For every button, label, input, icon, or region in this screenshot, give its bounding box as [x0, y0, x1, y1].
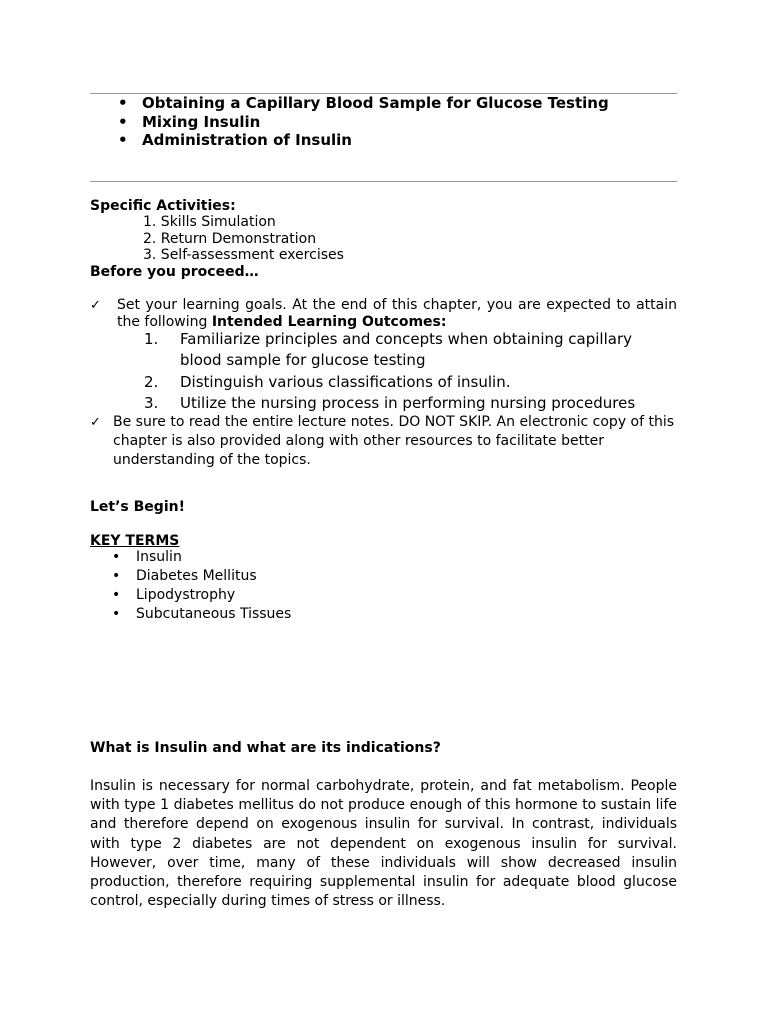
- outcome-item: 2. Distinguish various classifications of insulin.: [144, 373, 511, 391]
- learning-goals-item: [90, 297, 677, 331]
- bullet-icon: •: [118, 131, 128, 149]
- bullet-icon: •: [112, 549, 121, 565]
- checkmark-icon: ✓: [90, 415, 101, 430]
- topic-list: [118, 94, 609, 150]
- key-term-item: • Lipodystrophy: [112, 587, 236, 603]
- specific-activities-heading: Specific Activities:: [90, 198, 236, 214]
- activity-item: 2. Return Demonstration: [143, 230, 317, 247]
- key-terms-heading: KEY TERMS: [90, 533, 180, 549]
- learning-outcomes-list: [144, 329, 654, 414]
- bullet-icon: •: [112, 568, 121, 584]
- bullet-icon: •: [118, 112, 128, 131]
- learning-goals-text: Set your learning goals. At the end of this chapter, you are expected to attain the following Intended Learning Outcomes:: [117, 297, 677, 330]
- lets-begin-heading: Let’s Begin!: [90, 499, 185, 515]
- activity-item: 3. Self-assessment exercises: [143, 247, 344, 263]
- topic-item: • Administration of Insulin: [118, 131, 352, 149]
- before-proceed-heading: Before you proceed…: [90, 264, 259, 280]
- topic-item: • Obtaining a Capillary Blood Sample for Glucose Testing: [118, 94, 609, 112]
- key-term-item: • Diabetes Mellitus: [112, 568, 257, 584]
- outcome-item: 3. Utilize the nursing process in performing nursing procedures: [144, 394, 636, 412]
- bullet-icon: •: [112, 606, 121, 622]
- reminder-item: [90, 413, 677, 470]
- checkmark-icon: ✓: [90, 298, 101, 313]
- activity-item: 1. Skills Simulation: [143, 214, 276, 230]
- activities-list: [143, 214, 344, 264]
- bottom-divider: [90, 181, 677, 182]
- key-term-item: • Subcutaneous Tissues: [112, 606, 292, 622]
- topic-item: • Mixing Insulin: [118, 112, 261, 131]
- key-terms-list: [112, 548, 291, 624]
- bullet-icon: •: [112, 587, 121, 603]
- key-term-item: • Insulin: [112, 549, 182, 565]
- bullet-icon: •: [118, 94, 128, 112]
- section-heading: What is Insulin and what are its indications?: [90, 740, 441, 756]
- outcome-item: 1. Familiarize principles and concepts when obtaining capillary blood sample for glucose testing: [144, 330, 632, 369]
- section-paragraph: Insulin is necessary for normal carbohydrate, protein, and fat metabolism. People with type 1 diabetes mellitus do not produce enough of this hormone to sustain life and therefore depend on exogenous insulin for survival. In contrast, individuals with type 2 diabetes are not dependent on exogenous insulin for survival. However, over time, many of these individuals will show decreased insulin production, therefore requiring supplemental insulin for adequate blood glucose control, especially during times of stress or illness.: [90, 778, 677, 910]
- reminder-text: Be sure to read the entire lecture notes. DO NOT SKIP. An electronic copy of this chapter is also provided along with other resources to facilitate better understanding of the topics.: [113, 414, 675, 468]
